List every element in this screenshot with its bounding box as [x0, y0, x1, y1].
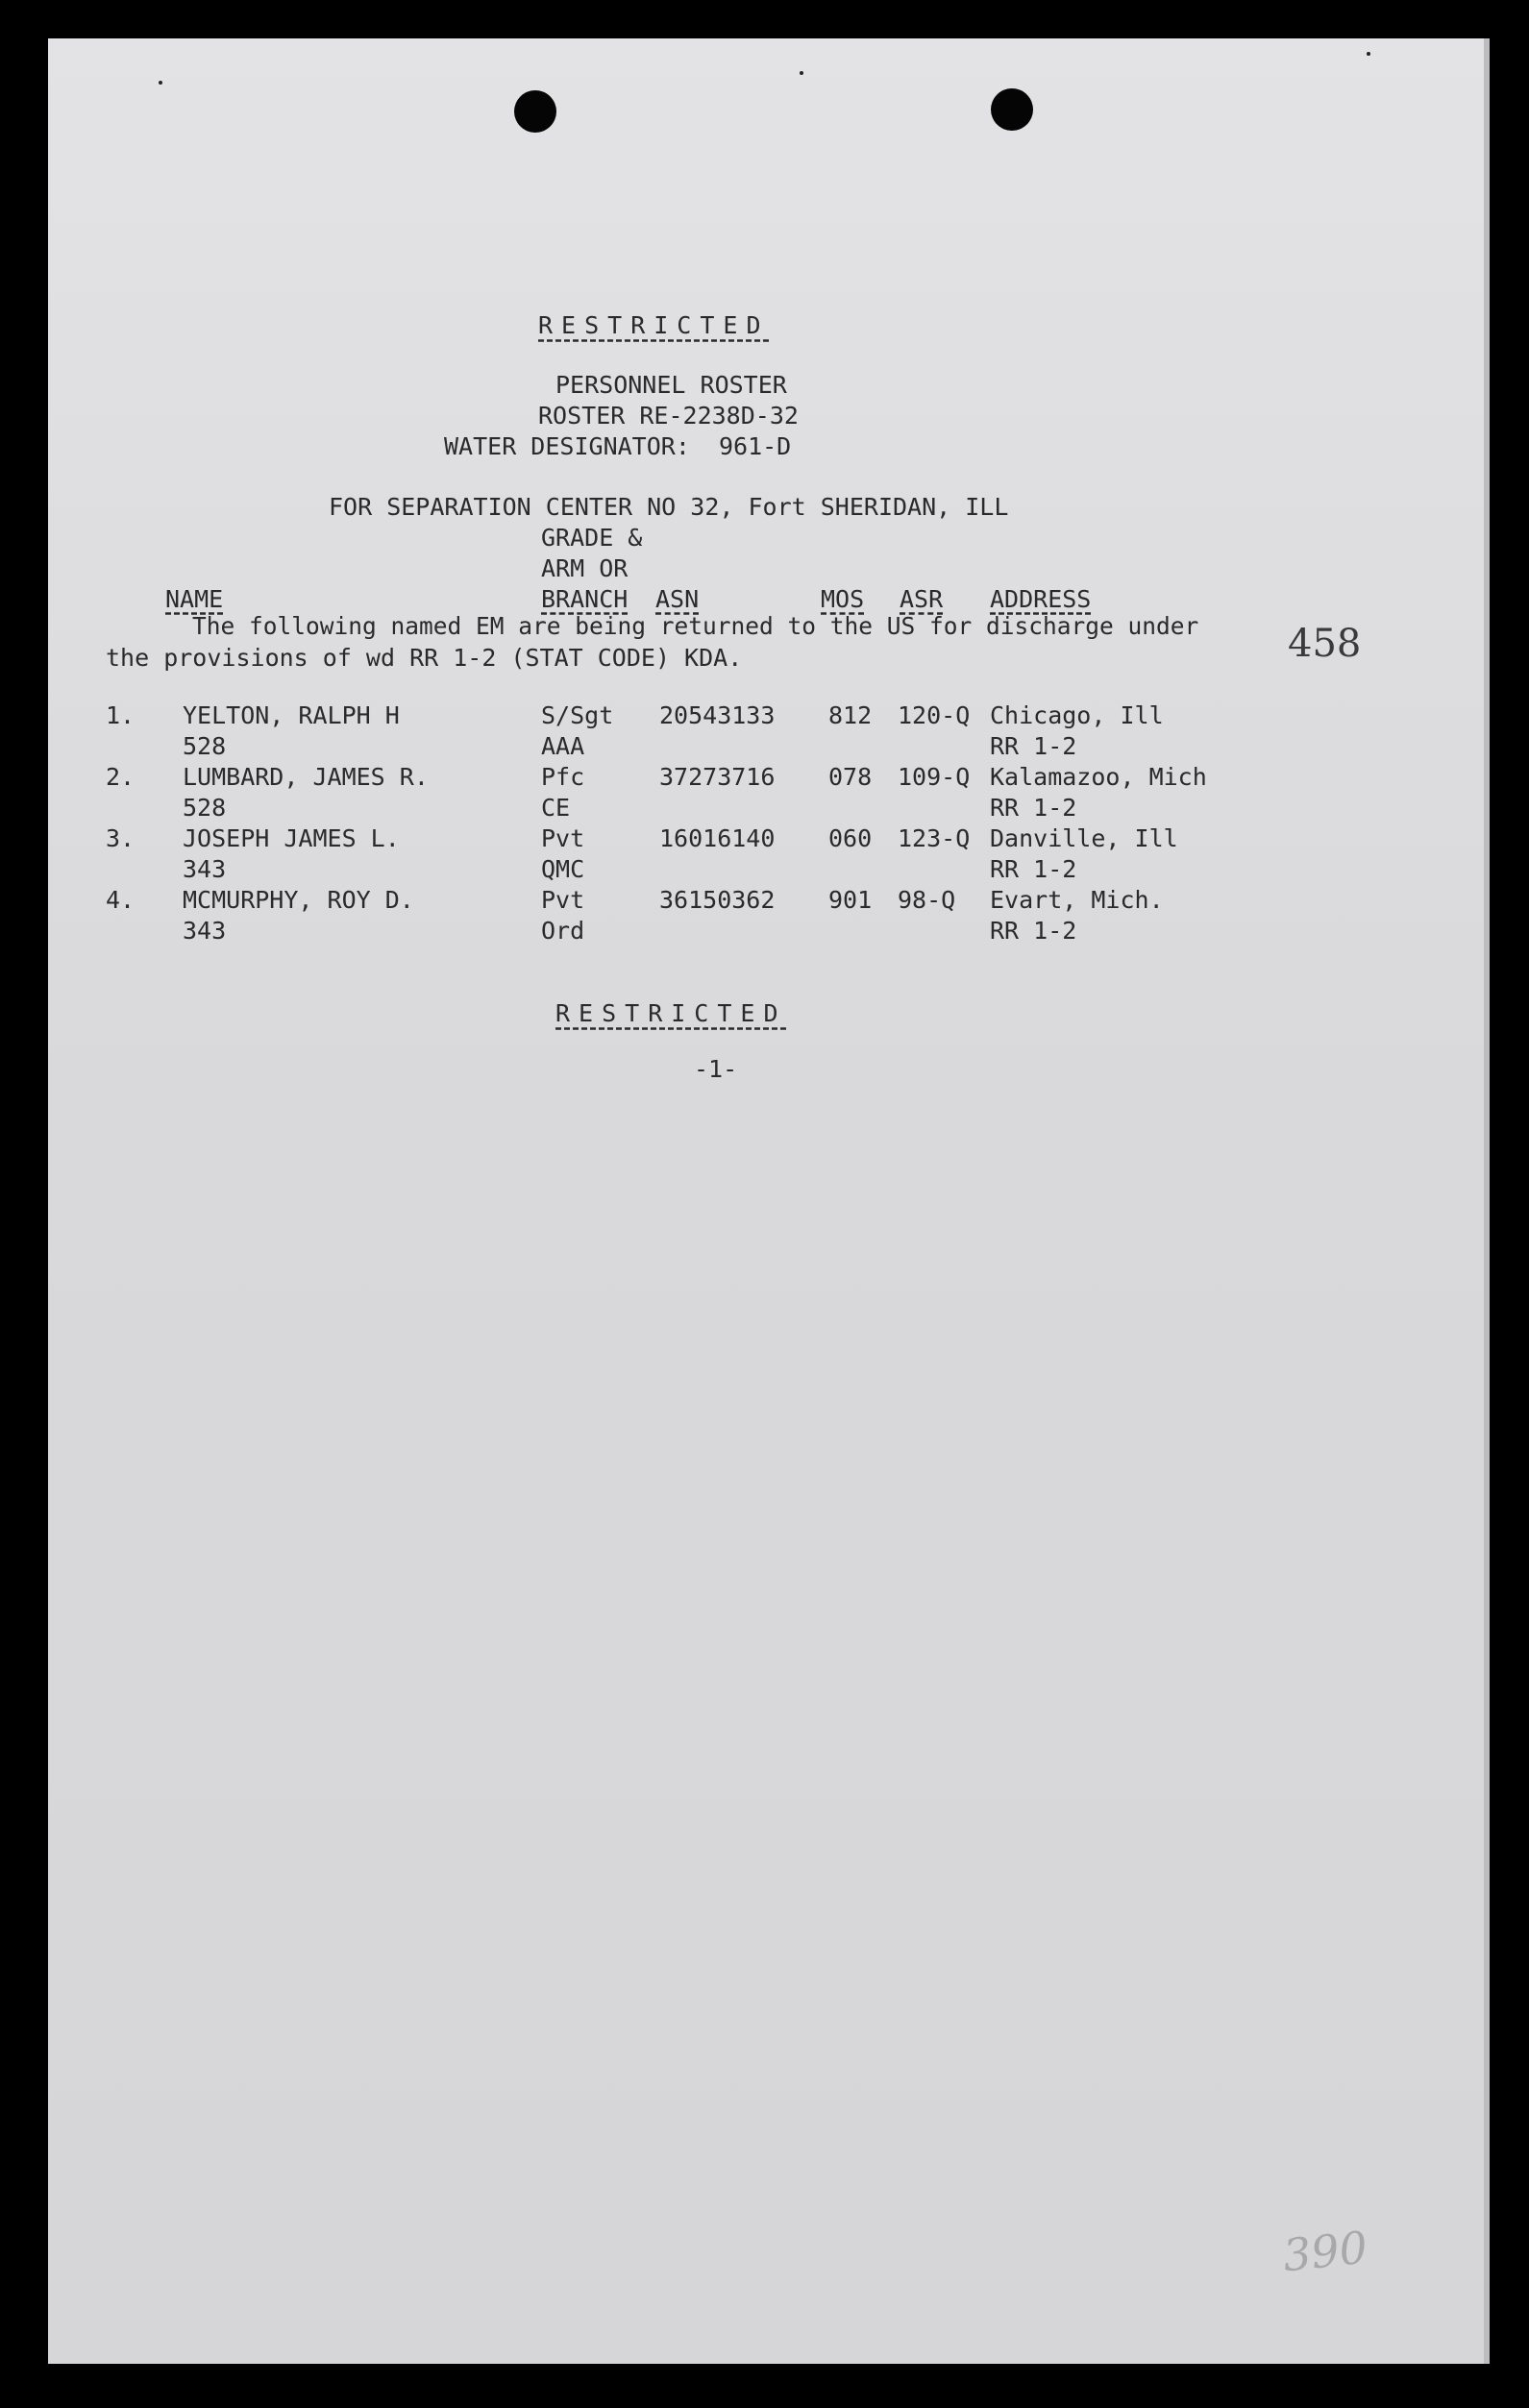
row-number: 1. — [106, 701, 136, 729]
page-edge-shadow — [1484, 38, 1490, 2364]
column-header-mos: MOS — [821, 585, 865, 613]
water-designator: WATER DESIGNATOR: 961-D — [444, 432, 792, 460]
column-header-branch: BRANCH — [541, 585, 629, 613]
soldier-address: Chicago, Ill — [990, 701, 1164, 729]
soldier-asr: 123-Q — [898, 824, 971, 852]
soldier-name: LUMBARD, JAMES R. — [183, 763, 429, 791]
speck — [1367, 52, 1370, 56]
soldier-name: YELTON, RALPH H — [183, 701, 400, 729]
roster-number: ROSTER RE-2238D-32 — [538, 402, 799, 430]
column-header-asn: ASN — [655, 585, 700, 613]
soldier-mos: 078 — [828, 763, 873, 791]
pencil-annotation: 390 — [1280, 2221, 1370, 2282]
soldier-asr: 120-Q — [898, 701, 971, 729]
classification-footer: RESTRICTED — [555, 999, 787, 1027]
soldier-address: Danville, Ill — [990, 824, 1178, 852]
soldier-grade: S/Sgt — [541, 701, 614, 729]
row-number: 4. — [106, 886, 136, 914]
intro-line-2: the provisions of wd RR 1-2 (STAT CODE) KDA. — [106, 644, 743, 672]
punch-hole-right — [991, 88, 1033, 131]
intro-line-1: The following named EM are being returned to the US for discharge under — [192, 612, 1199, 640]
soldier-asn: 20543133 — [659, 701, 776, 729]
soldier-address-line2: RR 1-2 — [990, 917, 1077, 945]
soldier-code: 528 — [183, 732, 227, 760]
soldier-asr: 109-Q — [898, 763, 971, 791]
soldier-grade: Pvt — [541, 824, 585, 852]
soldier-code: 528 — [183, 794, 227, 822]
column-header-address: ADDRESS — [990, 585, 1092, 613]
roster-title: PERSONNEL ROSTER — [555, 371, 787, 399]
soldier-asr: 98-Q — [898, 886, 956, 914]
column-header-grade-line2: ARM OR — [541, 554, 629, 582]
column-header-grade-line1: GRADE & — [541, 524, 643, 552]
soldier-asn: 36150362 — [659, 886, 776, 914]
speck — [800, 71, 803, 75]
soldier-branch: AAA — [541, 732, 585, 760]
soldier-mos: 901 — [828, 886, 873, 914]
soldier-branch: QMC — [541, 855, 585, 883]
stamped-number: 458 — [1288, 622, 1362, 666]
soldier-code: 343 — [183, 855, 227, 883]
soldier-asn: 16016140 — [659, 824, 776, 852]
row-number: 3. — [106, 824, 136, 852]
soldier-name: JOSEPH JAMES L. — [183, 824, 400, 852]
soldier-address-line2: RR 1-2 — [990, 855, 1077, 883]
soldier-address-line2: RR 1-2 — [990, 794, 1077, 822]
soldier-grade: Pvt — [541, 886, 585, 914]
soldier-branch: Ord — [541, 917, 585, 945]
separation-center-line: FOR SEPARATION CENTER NO 32, Fort SHERIDAN, ILL — [329, 493, 1009, 521]
document-page — [48, 38, 1490, 2364]
page-number: -1- — [694, 1055, 738, 1083]
soldier-grade: Pfc — [541, 763, 585, 791]
speck — [159, 81, 162, 85]
soldier-code: 343 — [183, 917, 227, 945]
soldier-address-line2: RR 1-2 — [990, 732, 1077, 760]
classification-header: RESTRICTED — [538, 311, 770, 339]
soldier-address: Kalamazoo, Mich — [990, 763, 1207, 791]
column-header-name: NAME — [165, 585, 224, 613]
soldier-address: Evart, Mich. — [990, 886, 1164, 914]
soldier-mos: 060 — [828, 824, 873, 852]
column-header-asr: ASR — [900, 585, 944, 613]
soldier-asn: 37273716 — [659, 763, 776, 791]
soldier-branch: CE — [541, 794, 571, 822]
row-number: 2. — [106, 763, 136, 791]
punch-hole-left — [514, 90, 556, 133]
soldier-name: MCMURPHY, ROY D. — [183, 886, 414, 914]
soldier-mos: 812 — [828, 701, 873, 729]
